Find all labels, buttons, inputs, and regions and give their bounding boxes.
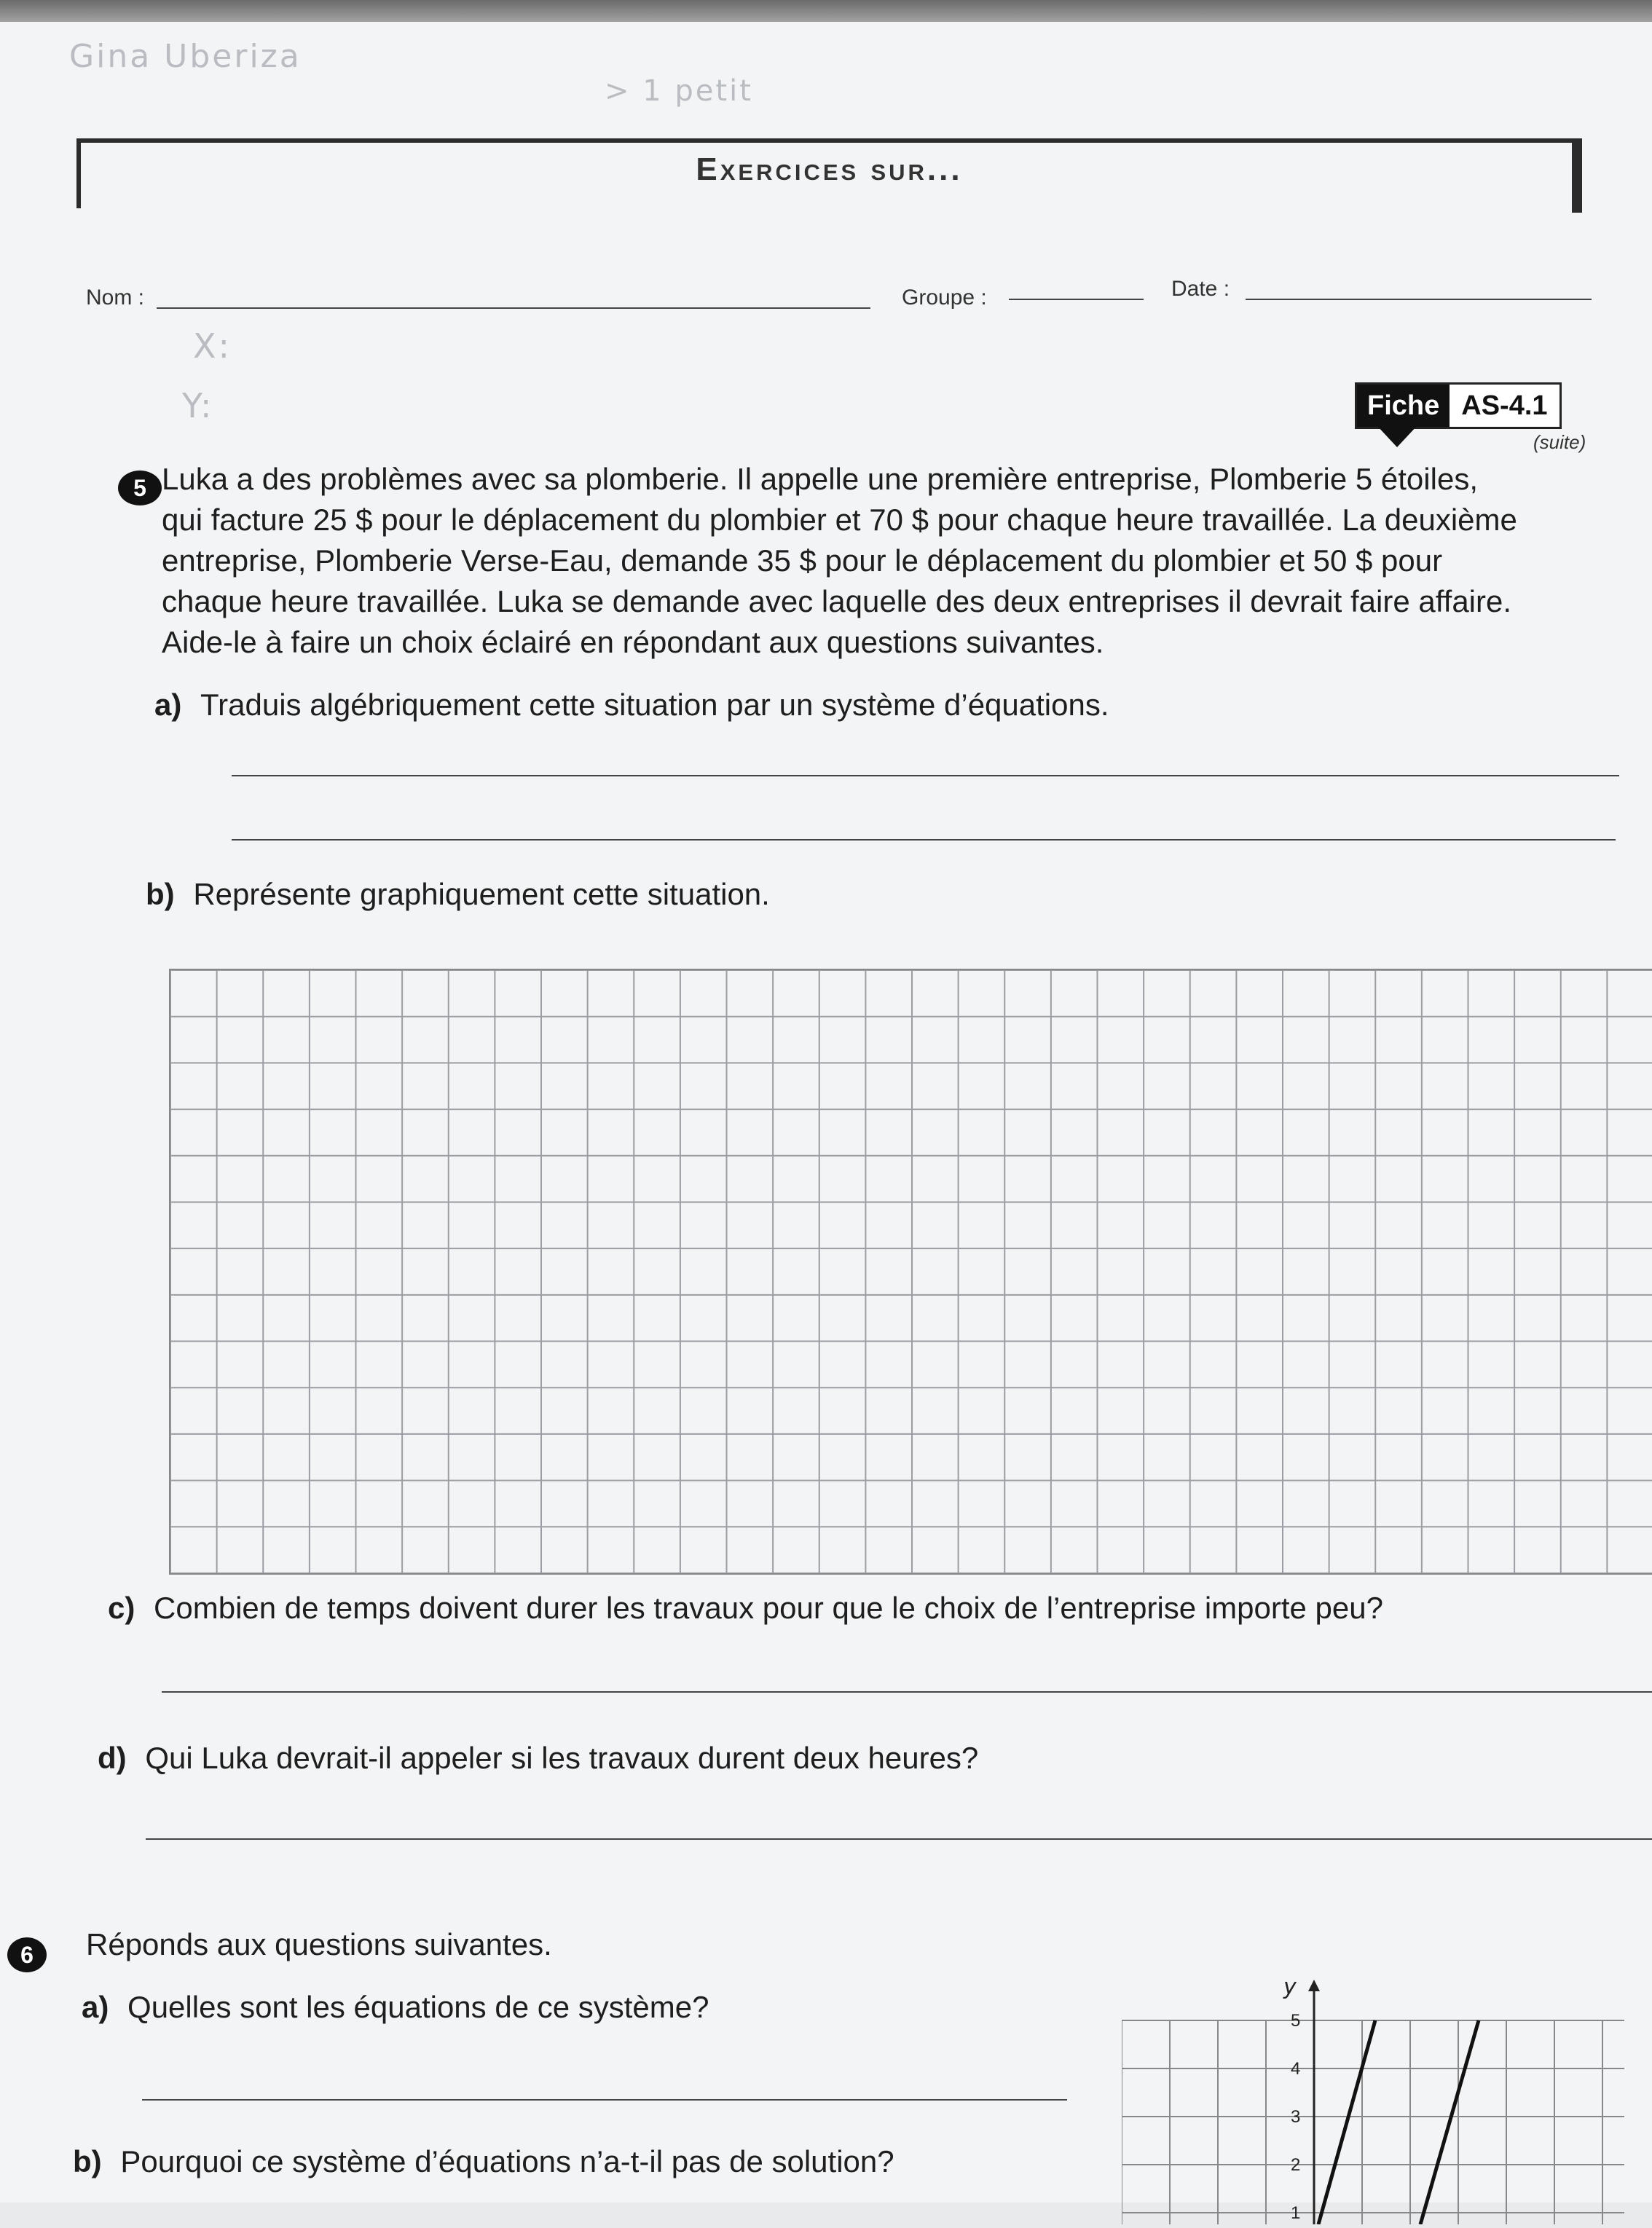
- y-axis-label: y: [1283, 1975, 1297, 2000]
- question-5-line: Aide-le à faire un choix éclairé en répondant aux questions suivantes.: [162, 625, 1104, 659]
- y-tick: 1: [1291, 2203, 1301, 2223]
- question-6b: [73, 2141, 894, 2182]
- question-6-number: 6: [7, 1937, 47, 1972]
- y-tick: 3: [1291, 2107, 1301, 2127]
- answer-line-5a-1[interactable]: [232, 775, 1619, 776]
- answer-line-5c[interactable]: [162, 1691, 1652, 1693]
- fiche-badge: [1355, 382, 1562, 429]
- y-axis-arrow-icon: [1308, 1980, 1320, 1991]
- question-6a: [82, 1987, 709, 2028]
- question-5-line: qui facture 25 $ pour le déplacement du plombier et 70 $ pour chaque heure travaillée. La deuxième: [162, 503, 1517, 537]
- graph-grid[interactable]: [169, 969, 1652, 1575]
- y-tick: 2: [1291, 2155, 1301, 2175]
- question-5a: [154, 685, 1109, 725]
- date-label: Date :: [1171, 277, 1230, 301]
- question-5b: [146, 874, 770, 915]
- question-5a-letter: a): [154, 688, 182, 722]
- question-5b-text: Représente graphiquement cette situation.: [193, 877, 770, 911]
- question-5c-text: Combien de temps doivent durer les travaux pour que le choix de l’entreprise importe peu?: [154, 1591, 1383, 1625]
- fiche-suite: (suite): [1533, 431, 1586, 453]
- question-6-graph: [1122, 1967, 1632, 2224]
- question-5b-letter: b): [146, 877, 175, 911]
- question-6b-letter: b): [73, 2144, 102, 2178]
- question-5c: [108, 1588, 1383, 1629]
- groupe-label: Groupe :: [902, 286, 987, 310]
- handwritten-name: Gina Uberiza: [69, 38, 302, 75]
- question-6-intro: Réponds aux questions suivantes.: [86, 1927, 552, 1961]
- worksheet-page: [0, 22, 1652, 2223]
- question-5-text: [162, 459, 1517, 663]
- nom-label: Nom :: [86, 286, 145, 310]
- answer-line-5d[interactable]: [146, 1838, 1652, 1840]
- fiche-label: Fiche: [1357, 385, 1450, 427]
- y-ticks: [1291, 2011, 1300, 2223]
- fiche-pointer-icon: [1377, 425, 1417, 447]
- handwritten-note: > 1 petit: [605, 74, 753, 108]
- page-title: Exercices sur...: [696, 151, 963, 185]
- fiche-code: AS-4.1: [1450, 385, 1559, 427]
- question-5d-text: Qui Luka devrait-il appeler si les travaux durent deux heures?: [145, 1741, 979, 1775]
- graph-line-2: [1420, 2020, 1479, 2224]
- question-5a-text: Traduis algébriquement cette situation par un système d’équations.: [200, 688, 1109, 722]
- question-5d: [98, 1738, 978, 1779]
- question-6a-text: Quelles sont les équations de ce système?: [127, 1990, 709, 2024]
- answer-line-5a-2[interactable]: [232, 839, 1616, 841]
- question-6-graph-grid: [1122, 2020, 1624, 2224]
- question-6b-text: Pourquoi ce système d’équations n’a-t-il pas de solution?: [120, 2144, 894, 2178]
- question-5d-letter: d): [98, 1741, 127, 1775]
- groupe-field[interactable]: [1009, 299, 1144, 300]
- question-6a-letter: a): [82, 1990, 109, 2024]
- graph-line-1: [1318, 2020, 1375, 2224]
- question-5-number: 5: [118, 471, 162, 505]
- handwritten-x: X:: [193, 326, 232, 366]
- answer-line-6a[interactable]: [142, 2099, 1067, 2101]
- question-5c-letter: c): [108, 1591, 135, 1625]
- question-5-line: Luka a des problèmes avec sa plomberie. Il appelle une première entreprise, Plomberie 5 étoiles,: [162, 462, 1478, 496]
- title-frame: [76, 138, 1582, 208]
- question-5-line: chaque heure travaillée. Luka se demande avec laquelle des deux entreprises il devrait faire affaire.: [162, 584, 1512, 618]
- y-tick: 5: [1291, 2011, 1301, 2031]
- nom-field[interactable]: [157, 307, 870, 309]
- question-6-graph-svg: [1122, 1967, 1632, 2224]
- date-field[interactable]: [1246, 299, 1592, 300]
- handwritten-y: Y:: [182, 386, 214, 425]
- graph-grid-lines: [170, 970, 1652, 1573]
- y-tick: 4: [1291, 2059, 1301, 2079]
- question-5-line: entreprise, Plomberie Verse-Eau, demande 35 $ pour le déplacement du plombier et 50 $ pour: [162, 543, 1443, 578]
